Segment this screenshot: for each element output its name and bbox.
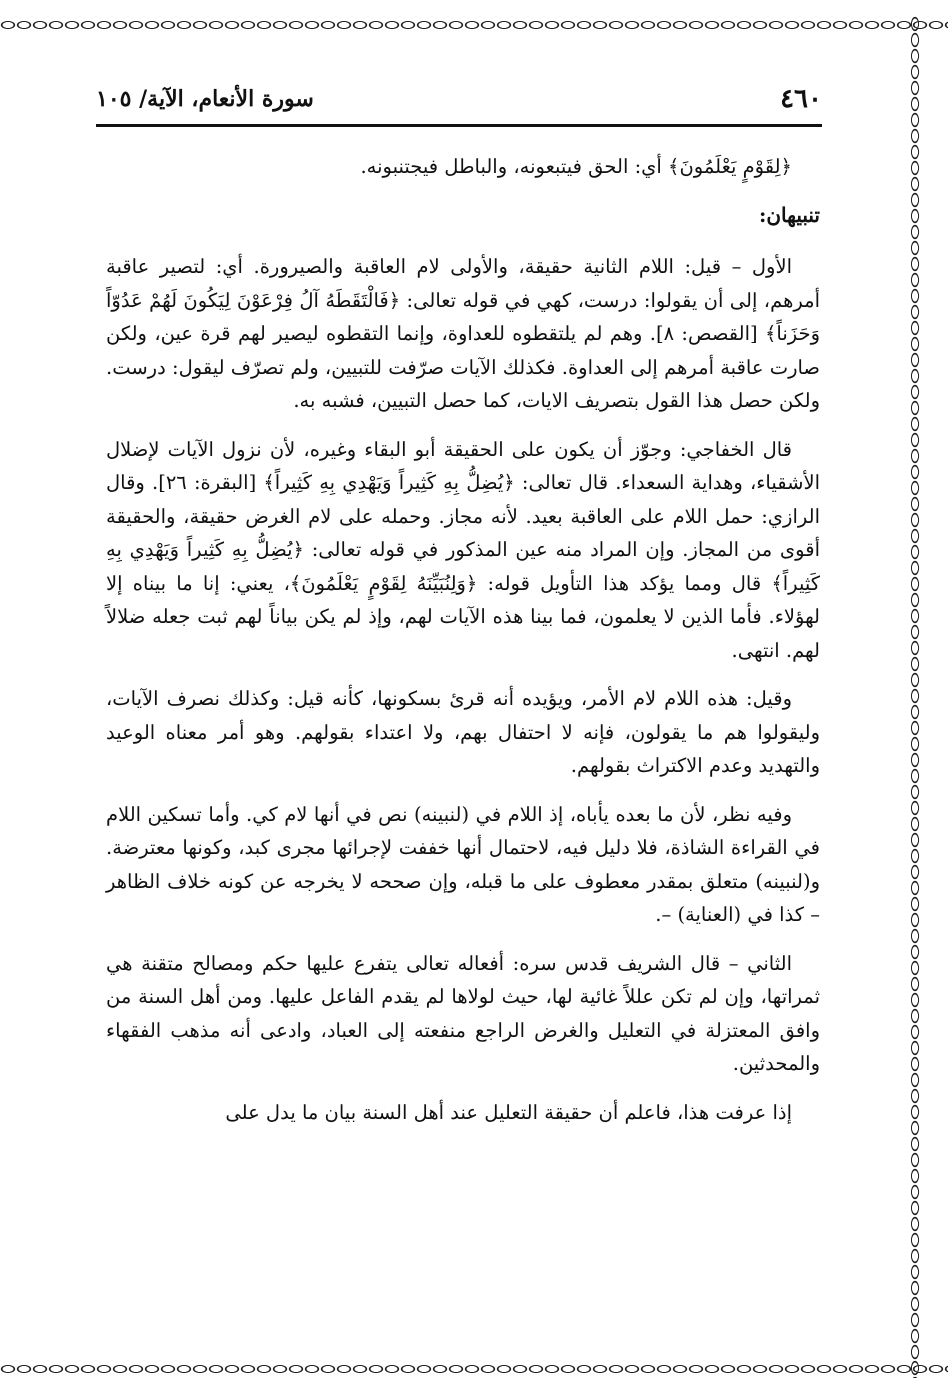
paragraph-3: قال الخفاجي: وجوّز أن يكون على الحقيقة أبو البقاء وغيره، لأن نزول الآيات لإضلال الأشقياء، وهداية السعداء. قال تعالى: ﴿يُضِلُّ بِهِ كَثِيراً وَيَهْدِي بِهِ كَثِيراً﴾ [البقرة: ٢٦]. وقال الرازي: حمل اللام على العاقبة بعيد. لأنه مجاز. وحمله على لام الغرض حقيقة، والحقيقة أقوى من المجاز. وإن المراد منه عين المذكور في قوله تعالى: ﴿يُضِلُّ بِهِ كَثِيراً وَيَهْدِي بِهِ كَثِيراً﴾ قال ومما يؤكد هذا التأويل قوله: ﴿وَلِنُبَيِّنَهُ لِقَوْمٍ يَعْلَمُونَ﴾، يعني: إنا ما بيناه إلا لهؤلاء. فأما الذين لا يعلمون، فما بينا هذه الآيات لهم، وإذ لم يكن بياناً لهم ثبت جعله ضلالاً لهم. انتهى. <box>106 437 820 662</box>
section-heading: تنبيهان: <box>758 202 820 227</box>
paragraph-2: الأول – قيل: اللام الثانية حقيقة، والأولى لام العاقبة والصيرورة. أي: لتصير عاقبة أمرهم، إلى أن يقولوا: درست، كهي في قوله تعالى: ﴿فَالْتَقَطَهُ آلُ فِرْعَوْنَ لِيَكُونَ لَهُمْ عَدُوّاً وَحَزَناً﴾ [القصص: ٨]. وهم لم يلتقطوه للعداوة، وإنما التقطوه ليصير لهم قرة عين، ولكن صارت عاقبة أمرهم إلى العداوة. فكذلك الآيات صرّفت للتبيين، ولم تصرّف ليقول: درست. ولكن حصل هذا القول بتصريف الايات، كما حصل التبيين، فشبه به. <box>106 255 820 412</box>
header-rule <box>96 124 822 127</box>
top-chain-border <box>0 16 948 34</box>
page-body <box>106 150 820 1144</box>
page-number: ٤٦٠ <box>780 84 822 114</box>
paragraph-6: الثاني – قال الشريف قدس سره: أفعاله تعالى يتفرع عليها حكم ومصالح متقنة هي ثمراتها، وإن لم تكن عللاً غائية لها، حيث لولاها لم يقدم الفاعل عليها. ومن أهل السنة من وافق المعتزلة في التعليل والغرض الراجع منفعته إلى العباد، وادعى أنه مذهب الفقهاء والمحدثين. <box>106 951 820 1075</box>
running-title: سورة الأنعام، الآية/ ١٠٥ <box>96 86 314 112</box>
page-header <box>96 84 822 124</box>
right-chain-border <box>906 16 924 1378</box>
paragraph-5: وفيه نظر، لأن ما بعده يأباه، إذ اللام في (لنبينه) نص في أنها لام كي. وأما تسكين اللام في القراءة الشاذة، فلا دليل فيه، لاحتمال أنها خففت لإجرائها مجرى كبد، وكونها معترضة. و(لنبينه) متعلق بمقدر معطوف على ما قبله، وإن صححه لا يخرجه عن كونه خلاف الظاهر – كذا في (العناية) –. <box>106 802 820 926</box>
paragraph-7: إذا عرفت هذا، فاعلم أن حقيقة التعليل عند أهل السنة بيان ما يدل على <box>225 1100 792 1124</box>
paragraph-4: وقيل: هذه اللام لام الأمر، ويؤيده أنه قرئ بسكونها، كأنه قيل: وكذلك نصرف الآيات، وليقولوا هم ما يقولون، فإنه لا احتفال بهم، ولا اعتداء بقولهم. وهو أمر معناه الوعيد والتهديد وعدم الاكتراث بقولهم. <box>106 687 820 777</box>
bottom-chain-border <box>0 1360 948 1378</box>
paragraph-1: ﴿لِقَوْمٍ يَعْلَمُونَ﴾ أي: الحق فيتبعونه، والباطل فيجتنبونه. <box>360 155 792 178</box>
